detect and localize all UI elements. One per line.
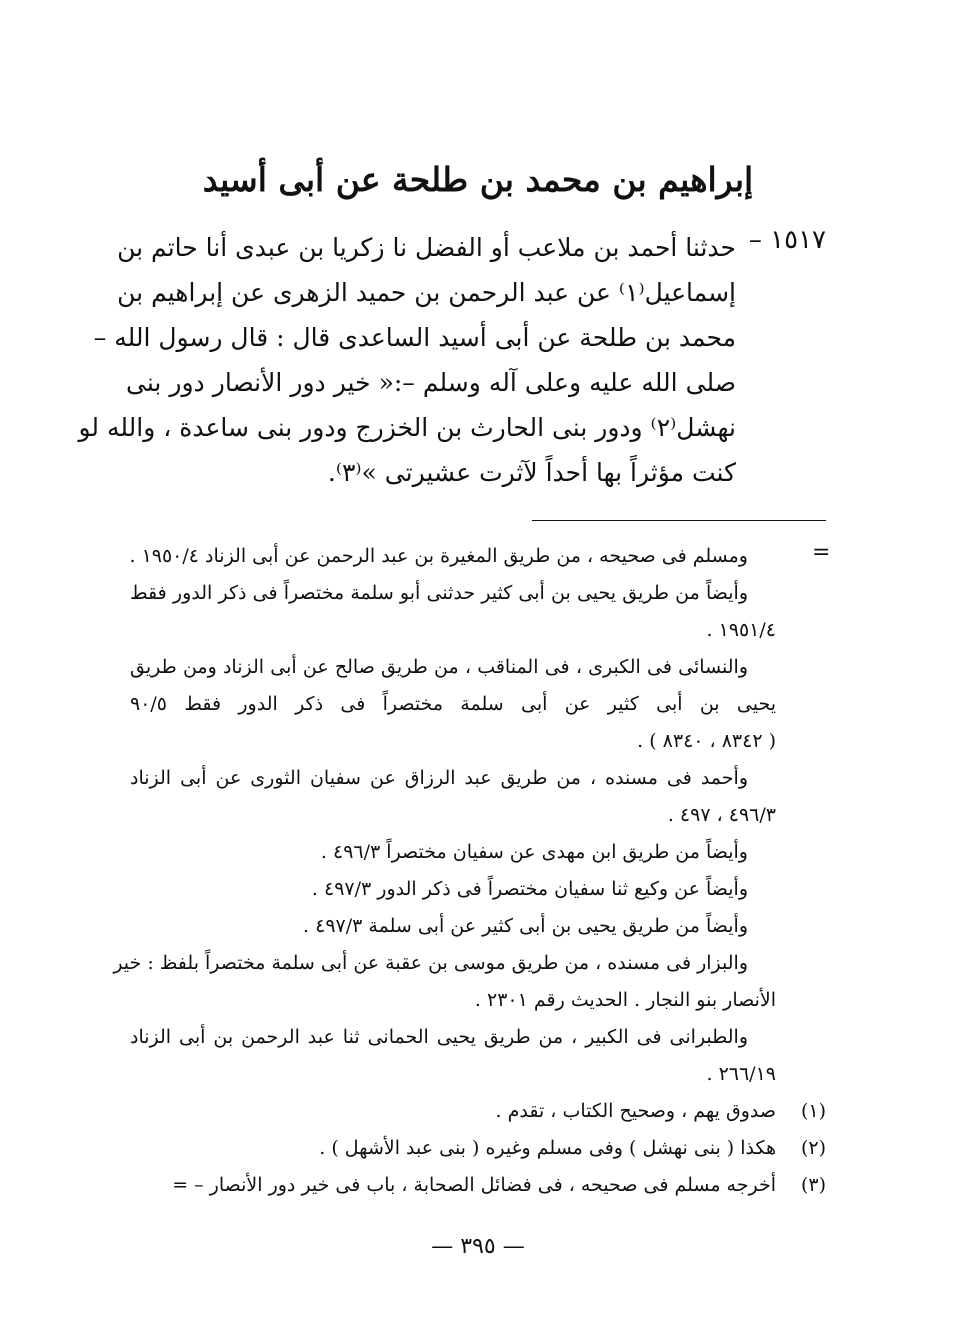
footnote-line: وأيضاً من طريق يحيى بن أبى كثير عن أبى سلمة ٤٩٧/٣ . (303, 915, 748, 937)
hadith-number: ١٥١٧ – (748, 225, 826, 255)
footnote-line: ٢٦٦/١٩ . (706, 1063, 776, 1085)
footnote-line: ٤٩٦/٣ ، ٤٩٧ . (667, 804, 776, 826)
footnote-2 (130, 1130, 826, 1167)
footnote-line: وأيضاً من طريق يحيى بن أبى كثير حدثنى أبو سلمة مختصراً فى ذكر الدور فقط (130, 582, 748, 604)
footnote-line: والنسائى فى الكبرى ، فى المناقب ، من طريق صالح عن أبى الزناد ومن طريق (130, 656, 748, 678)
footnote-line: وأيضاً من طريق ابن مهدى عن سفيان مختصراً ٤٩٦/٣ . (320, 841, 748, 863)
footnotes-block (113, 538, 826, 1204)
footnote-line: ومسلم فى صحيحه ، من طريق المغيرة بن عبد الرحمن عن أبى الزناد ١٩٥٠/٤ . (129, 545, 748, 567)
hadith-line: نهشل⁽٢⁾ ودور بنى الحارث بن الخزرج ودور بنى ساعدة ، والله لو (78, 413, 736, 442)
footnote-line: والبزار فى مسنده ، من طريق موسى بن عقبة عن أبى سلمة مختصراً بلفظ : خير (113, 952, 748, 974)
hadith-block (78, 225, 826, 495)
hadith-line: صلى الله عليه وعلى آله وسلم –:« خير دور الأنصار دور بنى (126, 368, 736, 397)
footnote-line: وأيضاً عن وكيع ثنا سفيان مختصراً فى ذكر الدور ٤٩٧/٣ . (311, 878, 748, 900)
hadith-line: كنت مؤثراً بها أحداً لآثرت عشيرتى »⁽٣⁾. (327, 458, 736, 487)
page-number: — ٣٩٥ — (431, 1234, 525, 1259)
footnote-text: أخرجه مسلم فى صحيحه ، فى فضائل الصحابة ، باب فى خير دور الأنصار – = (172, 1174, 776, 1196)
hadith-line: محمد بن طلحة عن أبى أسيد الساعدى قال : قال رسول الله – (93, 323, 736, 352)
footnote-text: صدوق يهم ، وصحيح الكتاب ، تقدم . (495, 1100, 776, 1122)
footnote-separator (532, 520, 826, 521)
hadith-line: حدثنا أحمد بن ملاعب أو الفضل نا زكريا بن عبدى أنا حاتم بن (117, 233, 736, 262)
footnote-number: (١) (800, 1100, 826, 1122)
footnote-1 (130, 1093, 826, 1130)
footnote-line: يحيى بن أبى كثير عن أبى سلمة مختصراً فى ذكر الدور فقط ٩٠/٥ (130, 693, 776, 715)
footnote-line: والطبرانى فى الكبير ، من طريق يحيى الحمانى ثنا عبد الرحمن بن أبى الزناد (130, 1026, 748, 1048)
section-title: إبراهيم بن محمد بن طلحة عن أبى أسيد (202, 160, 754, 199)
footnote-number: (٢) (800, 1137, 826, 1159)
footnote-line: الأنصار بنو النجار . الحديث رقم ٢٣٠١ . (474, 989, 776, 1011)
footnote-3 (130, 1167, 826, 1204)
footnote-line: وأحمد فى مسنده ، من طريق عبد الرزاق عن سفيان الثورى عن أبى الزناد (130, 767, 748, 789)
footnote-line: ( ٨٣٤٢ ، ٨٣٤٠ ) . (637, 730, 776, 752)
continuation-mark: = (812, 540, 831, 565)
footnote-text: هكذا ( بنى نهشل ) وفى مسلم وغيره ( بنى عبد الأشهل ) . (319, 1137, 776, 1159)
hadith-line: إسماعيل⁽١⁾ عن عبد الرحمن بن حميد الزهرى عن إبراهيم بن (117, 278, 736, 307)
footnote-number: (٣) (800, 1174, 826, 1196)
footnote-line: ١٩٥١/٤ . (706, 619, 776, 641)
